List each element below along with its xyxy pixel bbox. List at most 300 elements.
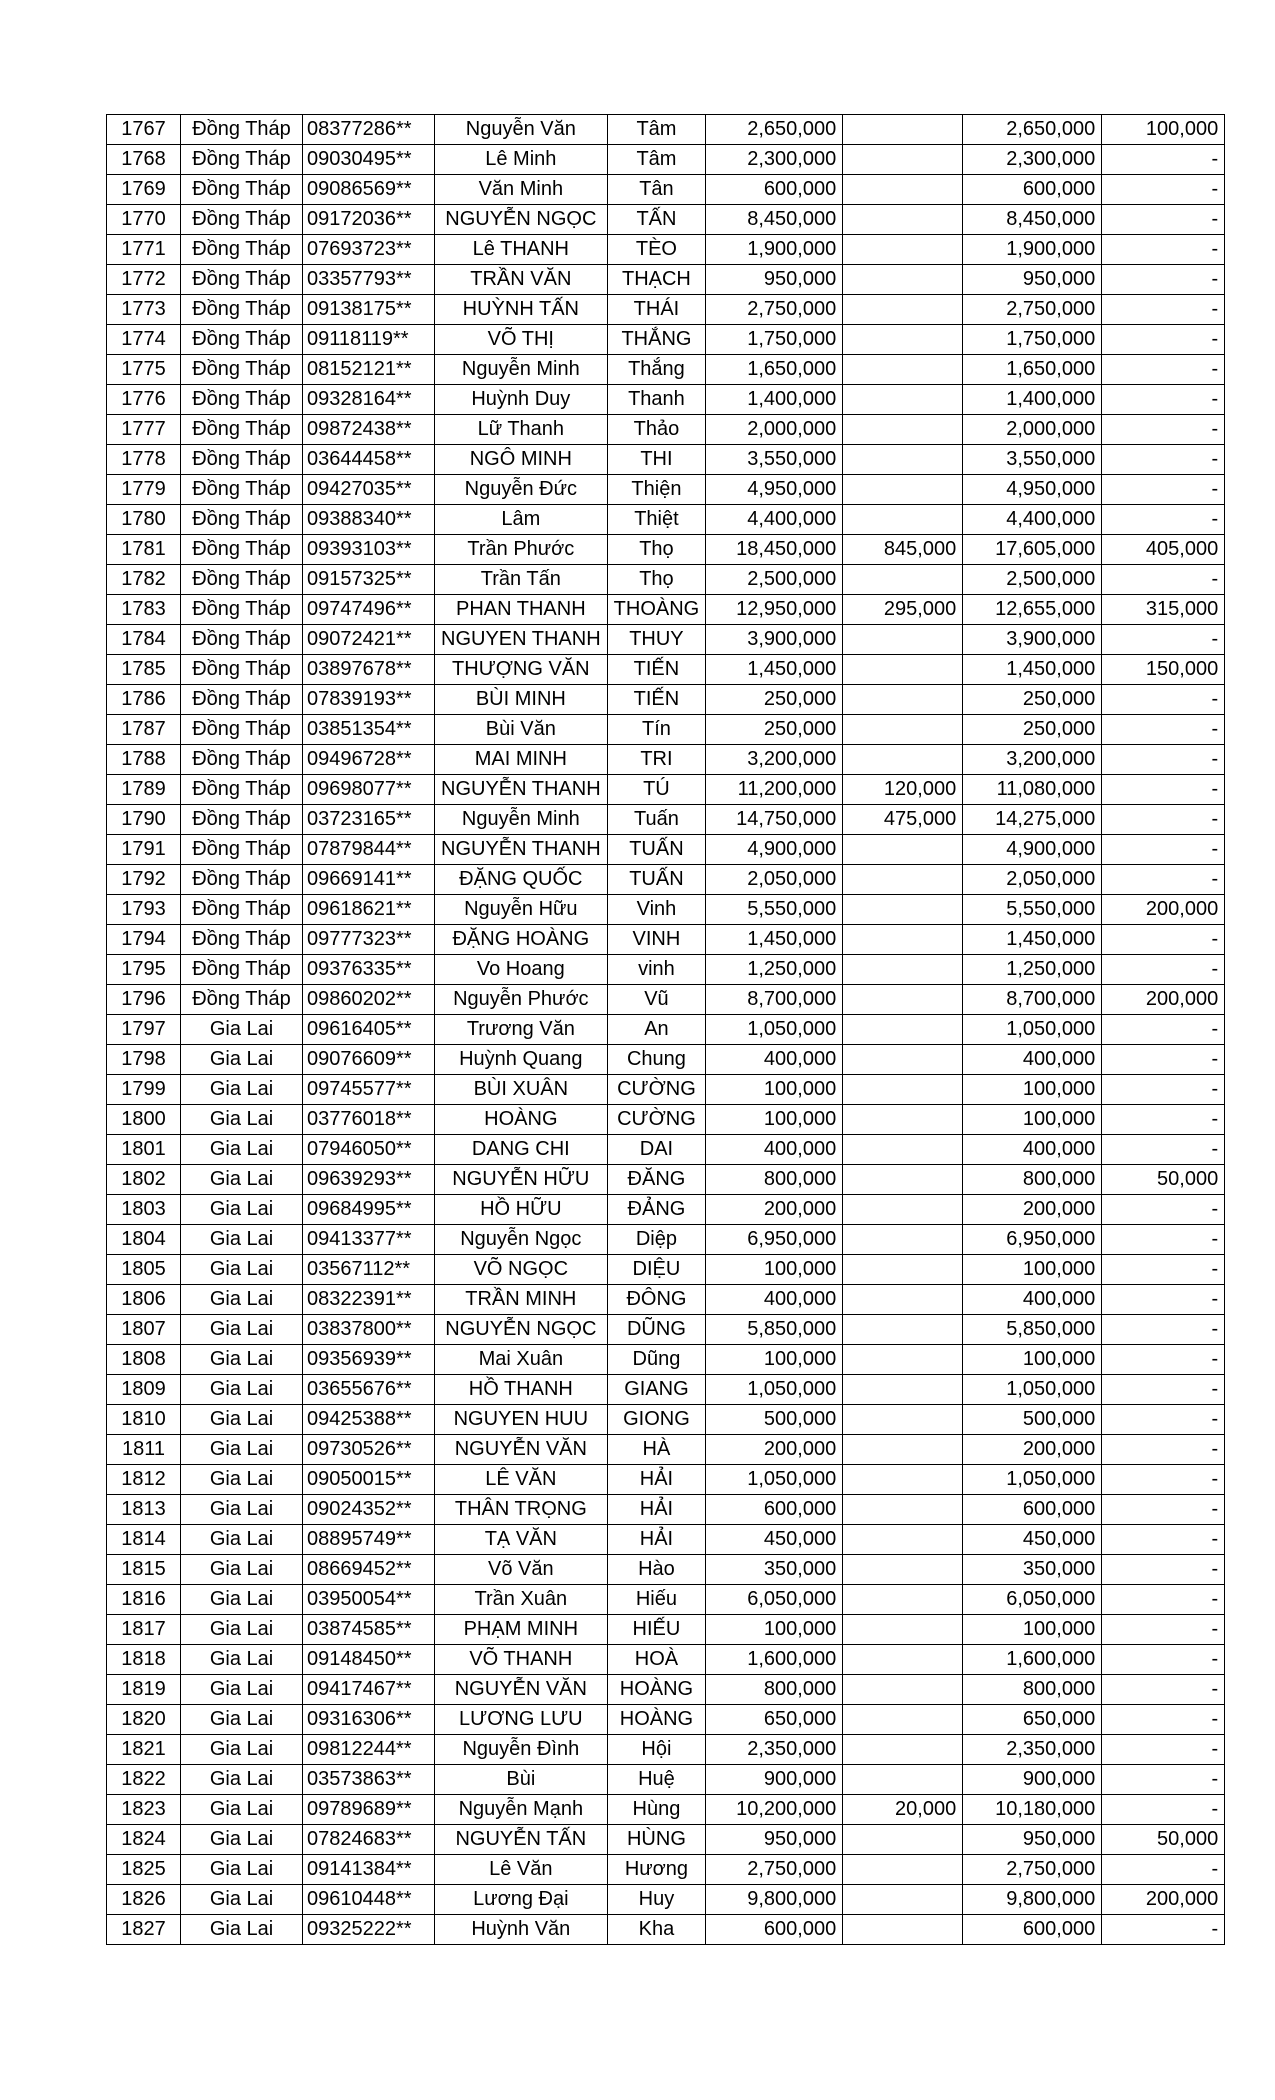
cell-phone: 03776018** bbox=[303, 1105, 435, 1135]
cell-row-number: 1798 bbox=[107, 1045, 181, 1075]
table-row bbox=[107, 925, 1225, 955]
cell-bonus: 200,000 bbox=[1102, 985, 1225, 1015]
cell-amount: 100,000 bbox=[706, 1255, 843, 1285]
cell-province: Đồng Tháp bbox=[181, 565, 303, 595]
cell-bonus: - bbox=[1102, 1195, 1225, 1225]
cell-first-name: HOÀNG bbox=[607, 1675, 706, 1705]
cell-phone: 09393103** bbox=[303, 535, 435, 565]
cell-province: Gia Lai bbox=[181, 1915, 303, 1945]
cell-row-number: 1774 bbox=[107, 325, 181, 355]
cell-last-name: Lê Văn bbox=[435, 1855, 608, 1885]
cell-last-name: LÊ VĂN bbox=[435, 1465, 608, 1495]
table-row bbox=[107, 205, 1225, 235]
cell-phone: 03655676** bbox=[303, 1375, 435, 1405]
cell-province: Đồng Tháp bbox=[181, 475, 303, 505]
cell-net-amount: 950,000 bbox=[963, 1825, 1102, 1855]
cell-row-number: 1778 bbox=[107, 445, 181, 475]
cell-bonus: - bbox=[1102, 1735, 1225, 1765]
cell-bonus: - bbox=[1102, 1015, 1225, 1045]
cell-deduction: 295,000 bbox=[843, 595, 963, 625]
cell-phone: 07839193** bbox=[303, 685, 435, 715]
cell-row-number: 1816 bbox=[107, 1585, 181, 1615]
cell-bonus: - bbox=[1102, 1555, 1225, 1585]
cell-row-number: 1811 bbox=[107, 1435, 181, 1465]
cell-amount: 12,950,000 bbox=[706, 595, 843, 625]
cell-net-amount: 11,080,000 bbox=[963, 775, 1102, 805]
cell-row-number: 1815 bbox=[107, 1555, 181, 1585]
cell-last-name: PHAN THANH bbox=[435, 595, 608, 625]
cell-province: Đồng Tháp bbox=[181, 115, 303, 145]
cell-bonus: - bbox=[1102, 355, 1225, 385]
cell-last-name: NGUYỄN HỮU bbox=[435, 1165, 608, 1195]
table-row bbox=[107, 295, 1225, 325]
cell-first-name: Hương bbox=[607, 1855, 706, 1885]
cell-phone: 09417467** bbox=[303, 1675, 435, 1705]
cell-last-name: NGUYEN HUU bbox=[435, 1405, 608, 1435]
table-row bbox=[107, 805, 1225, 835]
cell-province: Gia Lai bbox=[181, 1615, 303, 1645]
cell-bonus: 200,000 bbox=[1102, 1885, 1225, 1915]
cell-row-number: 1791 bbox=[107, 835, 181, 865]
cell-first-name: DIỆU bbox=[607, 1255, 706, 1285]
cell-phone: 09789689** bbox=[303, 1795, 435, 1825]
cell-bonus: - bbox=[1102, 1375, 1225, 1405]
cell-net-amount: 200,000 bbox=[963, 1435, 1102, 1465]
cell-last-name: Nguyễn Phước bbox=[435, 985, 608, 1015]
cell-net-amount: 1,400,000 bbox=[963, 385, 1102, 415]
table-row bbox=[107, 1405, 1225, 1435]
cell-bonus: - bbox=[1102, 835, 1225, 865]
cell-first-name: HÙNG bbox=[607, 1825, 706, 1855]
cell-last-name: ĐẶNG HOÀNG bbox=[435, 925, 608, 955]
table-row bbox=[107, 1825, 1225, 1855]
cell-bonus: - bbox=[1102, 1705, 1225, 1735]
cell-row-number: 1808 bbox=[107, 1345, 181, 1375]
cell-province: Gia Lai bbox=[181, 1885, 303, 1915]
cell-bonus: 315,000 bbox=[1102, 595, 1225, 625]
cell-phone: 09316306** bbox=[303, 1705, 435, 1735]
cell-phone: 09138175** bbox=[303, 295, 435, 325]
cell-row-number: 1799 bbox=[107, 1075, 181, 1105]
cell-amount: 2,300,000 bbox=[706, 145, 843, 175]
cell-amount: 800,000 bbox=[706, 1675, 843, 1705]
cell-phone: 09050015** bbox=[303, 1465, 435, 1495]
cell-phone: 09086569** bbox=[303, 175, 435, 205]
cell-deduction bbox=[843, 235, 963, 265]
cell-province: Đồng Tháp bbox=[181, 595, 303, 625]
cell-last-name: Huỳnh Duy bbox=[435, 385, 608, 415]
cell-net-amount: 10,180,000 bbox=[963, 1795, 1102, 1825]
cell-phone: 09388340** bbox=[303, 505, 435, 535]
cell-phone: 09496728** bbox=[303, 745, 435, 775]
cell-row-number: 1796 bbox=[107, 985, 181, 1015]
cell-bonus: - bbox=[1102, 685, 1225, 715]
cell-net-amount: 4,950,000 bbox=[963, 475, 1102, 505]
cell-row-number: 1770 bbox=[107, 205, 181, 235]
cell-bonus: - bbox=[1102, 1615, 1225, 1645]
cell-first-name: Thắng bbox=[607, 355, 706, 385]
cell-amount: 1,750,000 bbox=[706, 325, 843, 355]
cell-bonus: - bbox=[1102, 925, 1225, 955]
cell-bonus: - bbox=[1102, 565, 1225, 595]
cell-net-amount: 1,250,000 bbox=[963, 955, 1102, 985]
table-row bbox=[107, 115, 1225, 145]
cell-province: Gia Lai bbox=[181, 1075, 303, 1105]
cell-deduction bbox=[843, 1615, 963, 1645]
cell-first-name: HOÀ bbox=[607, 1645, 706, 1675]
cell-deduction bbox=[843, 925, 963, 955]
cell-row-number: 1797 bbox=[107, 1015, 181, 1045]
table-row bbox=[107, 625, 1225, 655]
cell-net-amount: 400,000 bbox=[963, 1135, 1102, 1165]
cell-deduction bbox=[843, 865, 963, 895]
cell-province: Đồng Tháp bbox=[181, 235, 303, 265]
cell-phone: 07693723** bbox=[303, 235, 435, 265]
cell-province: Gia Lai bbox=[181, 1525, 303, 1555]
cell-first-name: DAI bbox=[607, 1135, 706, 1165]
cell-phone: 03851354** bbox=[303, 715, 435, 745]
cell-net-amount: 100,000 bbox=[963, 1345, 1102, 1375]
cell-bonus: - bbox=[1102, 295, 1225, 325]
cell-amount: 650,000 bbox=[706, 1705, 843, 1735]
cell-first-name: ĐẢNG bbox=[607, 1195, 706, 1225]
cell-deduction bbox=[843, 655, 963, 685]
cell-phone: 09425388** bbox=[303, 1405, 435, 1435]
cell-deduction bbox=[843, 1255, 963, 1285]
table-row bbox=[107, 685, 1225, 715]
cell-net-amount: 3,550,000 bbox=[963, 445, 1102, 475]
cell-last-name: NGÔ MINH bbox=[435, 445, 608, 475]
cell-amount: 18,450,000 bbox=[706, 535, 843, 565]
cell-net-amount: 250,000 bbox=[963, 685, 1102, 715]
cell-last-name: Bùi Văn bbox=[435, 715, 608, 745]
cell-first-name: THOÀNG bbox=[607, 595, 706, 625]
cell-row-number: 1803 bbox=[107, 1195, 181, 1225]
cell-row-number: 1806 bbox=[107, 1285, 181, 1315]
cell-row-number: 1767 bbox=[107, 115, 181, 145]
cell-phone: 09141384** bbox=[303, 1855, 435, 1885]
cell-amount: 6,050,000 bbox=[706, 1585, 843, 1615]
table-row bbox=[107, 1645, 1225, 1675]
cell-bonus: - bbox=[1102, 1075, 1225, 1105]
cell-amount: 4,950,000 bbox=[706, 475, 843, 505]
table-row bbox=[107, 1015, 1225, 1045]
cell-phone: 07879844** bbox=[303, 835, 435, 865]
cell-row-number: 1773 bbox=[107, 295, 181, 325]
cell-deduction bbox=[843, 565, 963, 595]
cell-last-name: Nguyễn Đức bbox=[435, 475, 608, 505]
table-row bbox=[107, 595, 1225, 625]
cell-deduction bbox=[843, 385, 963, 415]
cell-province: Gia Lai bbox=[181, 1675, 303, 1705]
cell-net-amount: 8,700,000 bbox=[963, 985, 1102, 1015]
cell-amount: 5,850,000 bbox=[706, 1315, 843, 1345]
table-row bbox=[107, 1105, 1225, 1135]
cell-net-amount: 650,000 bbox=[963, 1705, 1102, 1735]
cell-amount: 11,200,000 bbox=[706, 775, 843, 805]
cell-row-number: 1817 bbox=[107, 1615, 181, 1645]
cell-deduction bbox=[843, 1765, 963, 1795]
cell-province: Gia Lai bbox=[181, 1135, 303, 1165]
cell-amount: 100,000 bbox=[706, 1615, 843, 1645]
cell-last-name: Nguyễn Mạnh bbox=[435, 1795, 608, 1825]
table-row bbox=[107, 505, 1225, 535]
table-row bbox=[107, 1585, 1225, 1615]
cell-deduction bbox=[843, 955, 963, 985]
cell-first-name: Kha bbox=[607, 1915, 706, 1945]
cell-deduction bbox=[843, 325, 963, 355]
cell-first-name: Tân bbox=[607, 175, 706, 205]
cell-province: Gia Lai bbox=[181, 1705, 303, 1735]
cell-deduction bbox=[843, 1555, 963, 1585]
cell-province: Gia Lai bbox=[181, 1825, 303, 1855]
cell-phone: 09328164** bbox=[303, 385, 435, 415]
table-row bbox=[107, 1045, 1225, 1075]
cell-phone: 09148450** bbox=[303, 1645, 435, 1675]
cell-net-amount: 2,000,000 bbox=[963, 415, 1102, 445]
cell-last-name: Lâm bbox=[435, 505, 608, 535]
cell-last-name: VÕ NGỌC bbox=[435, 1255, 608, 1285]
cell-last-name: NGUYỄN THANH bbox=[435, 775, 608, 805]
cell-last-name: Mai Xuân bbox=[435, 1345, 608, 1375]
table-row bbox=[107, 1255, 1225, 1285]
cell-net-amount: 1,050,000 bbox=[963, 1015, 1102, 1045]
table-row bbox=[107, 385, 1225, 415]
cell-first-name: CƯỜNG bbox=[607, 1075, 706, 1105]
cell-phone: 09030495** bbox=[303, 145, 435, 175]
cell-phone: 09118119** bbox=[303, 325, 435, 355]
table-row bbox=[107, 865, 1225, 895]
cell-row-number: 1771 bbox=[107, 235, 181, 265]
cell-last-name: VÕ THỊ bbox=[435, 325, 608, 355]
cell-row-number: 1789 bbox=[107, 775, 181, 805]
cell-row-number: 1825 bbox=[107, 1855, 181, 1885]
cell-amount: 2,750,000 bbox=[706, 1855, 843, 1885]
cell-bonus: - bbox=[1102, 1285, 1225, 1315]
cell-bonus: - bbox=[1102, 775, 1225, 805]
cell-row-number: 1772 bbox=[107, 265, 181, 295]
cell-province: Đồng Tháp bbox=[181, 385, 303, 415]
cell-phone: 09024352** bbox=[303, 1495, 435, 1525]
cell-row-number: 1802 bbox=[107, 1165, 181, 1195]
cell-first-name: TẤN bbox=[607, 205, 706, 235]
cell-amount: 1,250,000 bbox=[706, 955, 843, 985]
cell-net-amount: 100,000 bbox=[963, 1105, 1102, 1135]
cell-first-name: Thọ bbox=[607, 535, 706, 565]
cell-first-name: Vinh bbox=[607, 895, 706, 925]
cell-phone: 09376335** bbox=[303, 955, 435, 985]
cell-net-amount: 100,000 bbox=[963, 1615, 1102, 1645]
cell-first-name: ĐÔNG bbox=[607, 1285, 706, 1315]
cell-province: Đồng Tháp bbox=[181, 805, 303, 835]
cell-deduction bbox=[843, 1885, 963, 1915]
cell-first-name: Tâm bbox=[607, 145, 706, 175]
cell-bonus: - bbox=[1102, 415, 1225, 445]
cell-first-name: TÈO bbox=[607, 235, 706, 265]
cell-province: Đồng Tháp bbox=[181, 925, 303, 955]
cell-province: Gia Lai bbox=[181, 1285, 303, 1315]
cell-province: Gia Lai bbox=[181, 1735, 303, 1765]
cell-province: Đồng Tháp bbox=[181, 985, 303, 1015]
cell-deduction bbox=[843, 625, 963, 655]
cell-province: Gia Lai bbox=[181, 1105, 303, 1135]
cell-deduction bbox=[843, 1135, 963, 1165]
cell-amount: 1,450,000 bbox=[706, 655, 843, 685]
table-row bbox=[107, 235, 1225, 265]
cell-phone: 07946050** bbox=[303, 1135, 435, 1165]
cell-row-number: 1785 bbox=[107, 655, 181, 685]
table-row bbox=[107, 535, 1225, 565]
cell-phone: 09610448** bbox=[303, 1885, 435, 1915]
cell-row-number: 1783 bbox=[107, 595, 181, 625]
cell-bonus: - bbox=[1102, 715, 1225, 745]
cell-bonus: - bbox=[1102, 1105, 1225, 1135]
cell-row-number: 1779 bbox=[107, 475, 181, 505]
cell-net-amount: 2,750,000 bbox=[963, 295, 1102, 325]
cell-last-name: Trần Xuân bbox=[435, 1585, 608, 1615]
cell-amount: 5,550,000 bbox=[706, 895, 843, 925]
cell-net-amount: 3,200,000 bbox=[963, 745, 1102, 775]
cell-phone: 08322391** bbox=[303, 1285, 435, 1315]
cell-province: Gia Lai bbox=[181, 1435, 303, 1465]
cell-last-name: NGUYEN THANH bbox=[435, 625, 608, 655]
cell-row-number: 1807 bbox=[107, 1315, 181, 1345]
cell-row-number: 1819 bbox=[107, 1675, 181, 1705]
cell-net-amount: 1,750,000 bbox=[963, 325, 1102, 355]
cell-first-name: Tín bbox=[607, 715, 706, 745]
table-row bbox=[107, 775, 1225, 805]
cell-last-name: Lữ Thanh bbox=[435, 415, 608, 445]
cell-row-number: 1795 bbox=[107, 955, 181, 985]
cell-net-amount: 17,605,000 bbox=[963, 535, 1102, 565]
cell-amount: 2,500,000 bbox=[706, 565, 843, 595]
cell-last-name: LƯƠNG LƯU bbox=[435, 1705, 608, 1735]
cell-row-number: 1820 bbox=[107, 1705, 181, 1735]
cell-amount: 100,000 bbox=[706, 1105, 843, 1135]
cell-deduction bbox=[843, 1195, 963, 1225]
cell-phone: 03837800** bbox=[303, 1315, 435, 1345]
cell-amount: 500,000 bbox=[706, 1405, 843, 1435]
cell-first-name: THI bbox=[607, 445, 706, 475]
cell-amount: 14,750,000 bbox=[706, 805, 843, 835]
cell-net-amount: 900,000 bbox=[963, 1765, 1102, 1795]
cell-deduction bbox=[843, 1045, 963, 1075]
cell-province: Đồng Tháp bbox=[181, 295, 303, 325]
cell-net-amount: 800,000 bbox=[963, 1165, 1102, 1195]
cell-amount: 1,650,000 bbox=[706, 355, 843, 385]
cell-bonus: - bbox=[1102, 325, 1225, 355]
cell-bonus: - bbox=[1102, 205, 1225, 235]
cell-last-name: NGUYỄN THANH bbox=[435, 835, 608, 865]
cell-row-number: 1782 bbox=[107, 565, 181, 595]
cell-last-name: HỒ HỮU bbox=[435, 1195, 608, 1225]
cell-amount: 2,000,000 bbox=[706, 415, 843, 445]
table-row bbox=[107, 1165, 1225, 1195]
cell-last-name: TẠ VĂN bbox=[435, 1525, 608, 1555]
cell-deduction bbox=[843, 205, 963, 235]
cell-province: Đồng Tháp bbox=[181, 895, 303, 925]
cell-deduction bbox=[843, 745, 963, 775]
cell-amount: 2,750,000 bbox=[706, 295, 843, 325]
cell-first-name: THÁI bbox=[607, 295, 706, 325]
cell-phone: 03950054** bbox=[303, 1585, 435, 1615]
table-row bbox=[107, 1495, 1225, 1525]
cell-net-amount: 2,650,000 bbox=[963, 115, 1102, 145]
cell-amount: 8,700,000 bbox=[706, 985, 843, 1015]
cell-phone: 08152121** bbox=[303, 355, 435, 385]
cell-first-name: Huệ bbox=[607, 1765, 706, 1795]
cell-row-number: 1792 bbox=[107, 865, 181, 895]
cell-last-name: Vo Hoang bbox=[435, 955, 608, 985]
cell-province: Đồng Tháp bbox=[181, 745, 303, 775]
table-row bbox=[107, 565, 1225, 595]
cell-net-amount: 5,850,000 bbox=[963, 1315, 1102, 1345]
cell-bonus: - bbox=[1102, 1855, 1225, 1885]
cell-first-name: THẮNG bbox=[607, 325, 706, 355]
cell-bonus: - bbox=[1102, 385, 1225, 415]
cell-phone: 03644458** bbox=[303, 445, 435, 475]
cell-net-amount: 3,900,000 bbox=[963, 625, 1102, 655]
cell-last-name: HỒ THANH bbox=[435, 1375, 608, 1405]
table-row bbox=[107, 715, 1225, 745]
cell-province: Đồng Tháp bbox=[181, 955, 303, 985]
cell-net-amount: 4,400,000 bbox=[963, 505, 1102, 535]
cell-deduction bbox=[843, 175, 963, 205]
cell-last-name: Võ Văn bbox=[435, 1555, 608, 1585]
cell-first-name: HẢI bbox=[607, 1495, 706, 1525]
cell-province: Gia Lai bbox=[181, 1765, 303, 1795]
table-row bbox=[107, 325, 1225, 355]
cell-amount: 950,000 bbox=[706, 1825, 843, 1855]
cell-deduction bbox=[843, 895, 963, 925]
cell-first-name: ĐĂNG bbox=[607, 1165, 706, 1195]
cell-deduction bbox=[843, 985, 963, 1015]
cell-amount: 100,000 bbox=[706, 1345, 843, 1375]
cell-row-number: 1777 bbox=[107, 415, 181, 445]
table-row bbox=[107, 985, 1225, 1015]
cell-net-amount: 2,750,000 bbox=[963, 1855, 1102, 1885]
table-row bbox=[107, 1705, 1225, 1735]
cell-first-name: Hùng bbox=[607, 1795, 706, 1825]
cell-first-name: Tuấn bbox=[607, 805, 706, 835]
cell-bonus: - bbox=[1102, 1255, 1225, 1285]
cell-row-number: 1801 bbox=[107, 1135, 181, 1165]
cell-net-amount: 4,900,000 bbox=[963, 835, 1102, 865]
cell-province: Gia Lai bbox=[181, 1315, 303, 1345]
cell-phone: 09812244** bbox=[303, 1735, 435, 1765]
cell-amount: 1,400,000 bbox=[706, 385, 843, 415]
cell-net-amount: 5,550,000 bbox=[963, 895, 1102, 925]
cell-amount: 1,050,000 bbox=[706, 1015, 843, 1045]
cell-last-name: Nguyễn Đình bbox=[435, 1735, 608, 1765]
cell-amount: 1,450,000 bbox=[706, 925, 843, 955]
cell-bonus: - bbox=[1102, 1315, 1225, 1345]
cell-last-name: HUỲNH TẤN bbox=[435, 295, 608, 325]
cell-first-name: Dũng bbox=[607, 1345, 706, 1375]
cell-last-name: Lê THANH bbox=[435, 235, 608, 265]
cell-province: Gia Lai bbox=[181, 1855, 303, 1885]
table-row bbox=[107, 1885, 1225, 1915]
cell-row-number: 1780 bbox=[107, 505, 181, 535]
cell-first-name: Thiệt bbox=[607, 505, 706, 535]
cell-amount: 900,000 bbox=[706, 1765, 843, 1795]
cell-deduction bbox=[843, 1675, 963, 1705]
data-table bbox=[106, 114, 1225, 1945]
cell-bonus: 200,000 bbox=[1102, 895, 1225, 925]
cell-deduction: 845,000 bbox=[843, 535, 963, 565]
cell-amount: 3,550,000 bbox=[706, 445, 843, 475]
cell-first-name: An bbox=[607, 1015, 706, 1045]
